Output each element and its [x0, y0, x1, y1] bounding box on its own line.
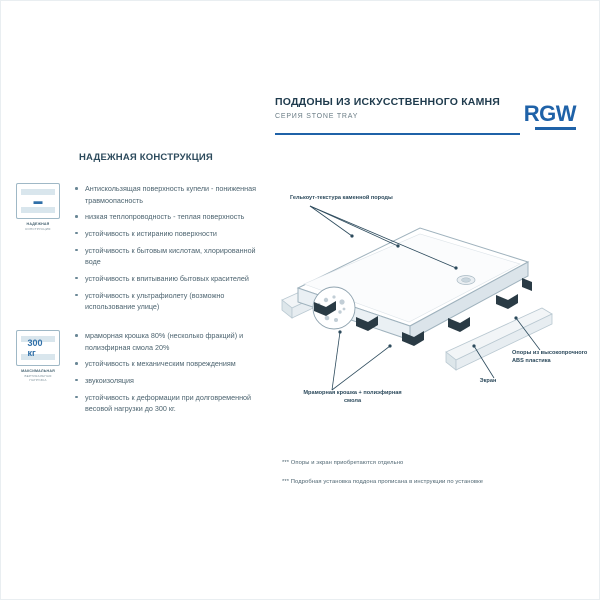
- list-item: устойчивость к истиранию поверхности: [84, 228, 256, 240]
- callout-supports: Опоры из высокопрочного ABS пластика: [512, 350, 588, 365]
- callout-marble-chip: Мраморная крошка + полиэфирная смола: [303, 390, 402, 405]
- brand-underline: [535, 127, 576, 130]
- list-item: устойчивость к механическим повреждениям: [84, 358, 256, 370]
- list-item: устойчивость к деформации при долговременной весовой нагрузки до 300 кг.: [84, 392, 256, 415]
- list-item: звукоизоляция: [84, 375, 256, 387]
- badge-load: [16, 330, 60, 420]
- list-item: устойчивость к бытовым кислотам, хлорированной воде: [85, 245, 256, 267]
- weight-value-label: 300 кг: [27, 338, 43, 358]
- badge-caption-line2: КОНСТРУКЦИЯ: [25, 226, 51, 231]
- callout-gelcoat: Гелькоут-текстура каменной породы: [290, 195, 393, 201]
- note-separate-purchase: *** Опоры и экран приобретаются отдельно: [282, 460, 404, 466]
- weight-limit-icon: [16, 330, 60, 366]
- series-subtitle: СЕРИЯ STONE TRAY: [275, 113, 359, 120]
- badge-caption-line1: МАКСИМАЛЬНАЯ: [21, 369, 55, 373]
- feature-block-construction: [16, 183, 256, 318]
- badge-caption-line2: ВЕРТИКАЛЬНАЯ НАГРУЗКА: [24, 373, 52, 383]
- layers-icon: ▬: [33, 196, 43, 206]
- badge-caption-line1: НАДЕЖНАЯ: [26, 222, 50, 226]
- construction-icon: [16, 183, 60, 219]
- feature-list-construction: [72, 183, 256, 318]
- feature-list-load: [72, 330, 256, 420]
- list-item: устойчивость к ультрафиолету (возможно использование улице): [84, 290, 256, 313]
- note-installation: *** Подробная установка поддона прописана в инструкции по установке: [282, 479, 484, 485]
- badge-construction: [16, 183, 60, 318]
- product-illustration: [270, 150, 590, 510]
- page-title: ПОДДОНЫ ИЗ ИСКУССТВЕННОГО КАМНЯ: [275, 96, 501, 108]
- callout-screen: Экран: [479, 378, 497, 384]
- shower-tray-diagram: [270, 150, 590, 510]
- brand-logo: RGW: [523, 101, 576, 126]
- feature-block-load: [16, 330, 256, 420]
- list-item: мраморная крошка 80% (несколько фракций) и полиэфирная смола 20%: [84, 330, 256, 353]
- section-title-construction: НАДЕЖНАЯ КОНСТРУКЦИЯ: [79, 152, 213, 163]
- list-item: Антискользящая поверхность купели - пониженная травмоопасность: [85, 184, 256, 205]
- list-item: низкая теплопроводность - теплая поверхность: [84, 211, 256, 223]
- list-item: устойчивость к впитыванию бытовых красителей: [84, 273, 256, 285]
- header-divider: [275, 133, 520, 135]
